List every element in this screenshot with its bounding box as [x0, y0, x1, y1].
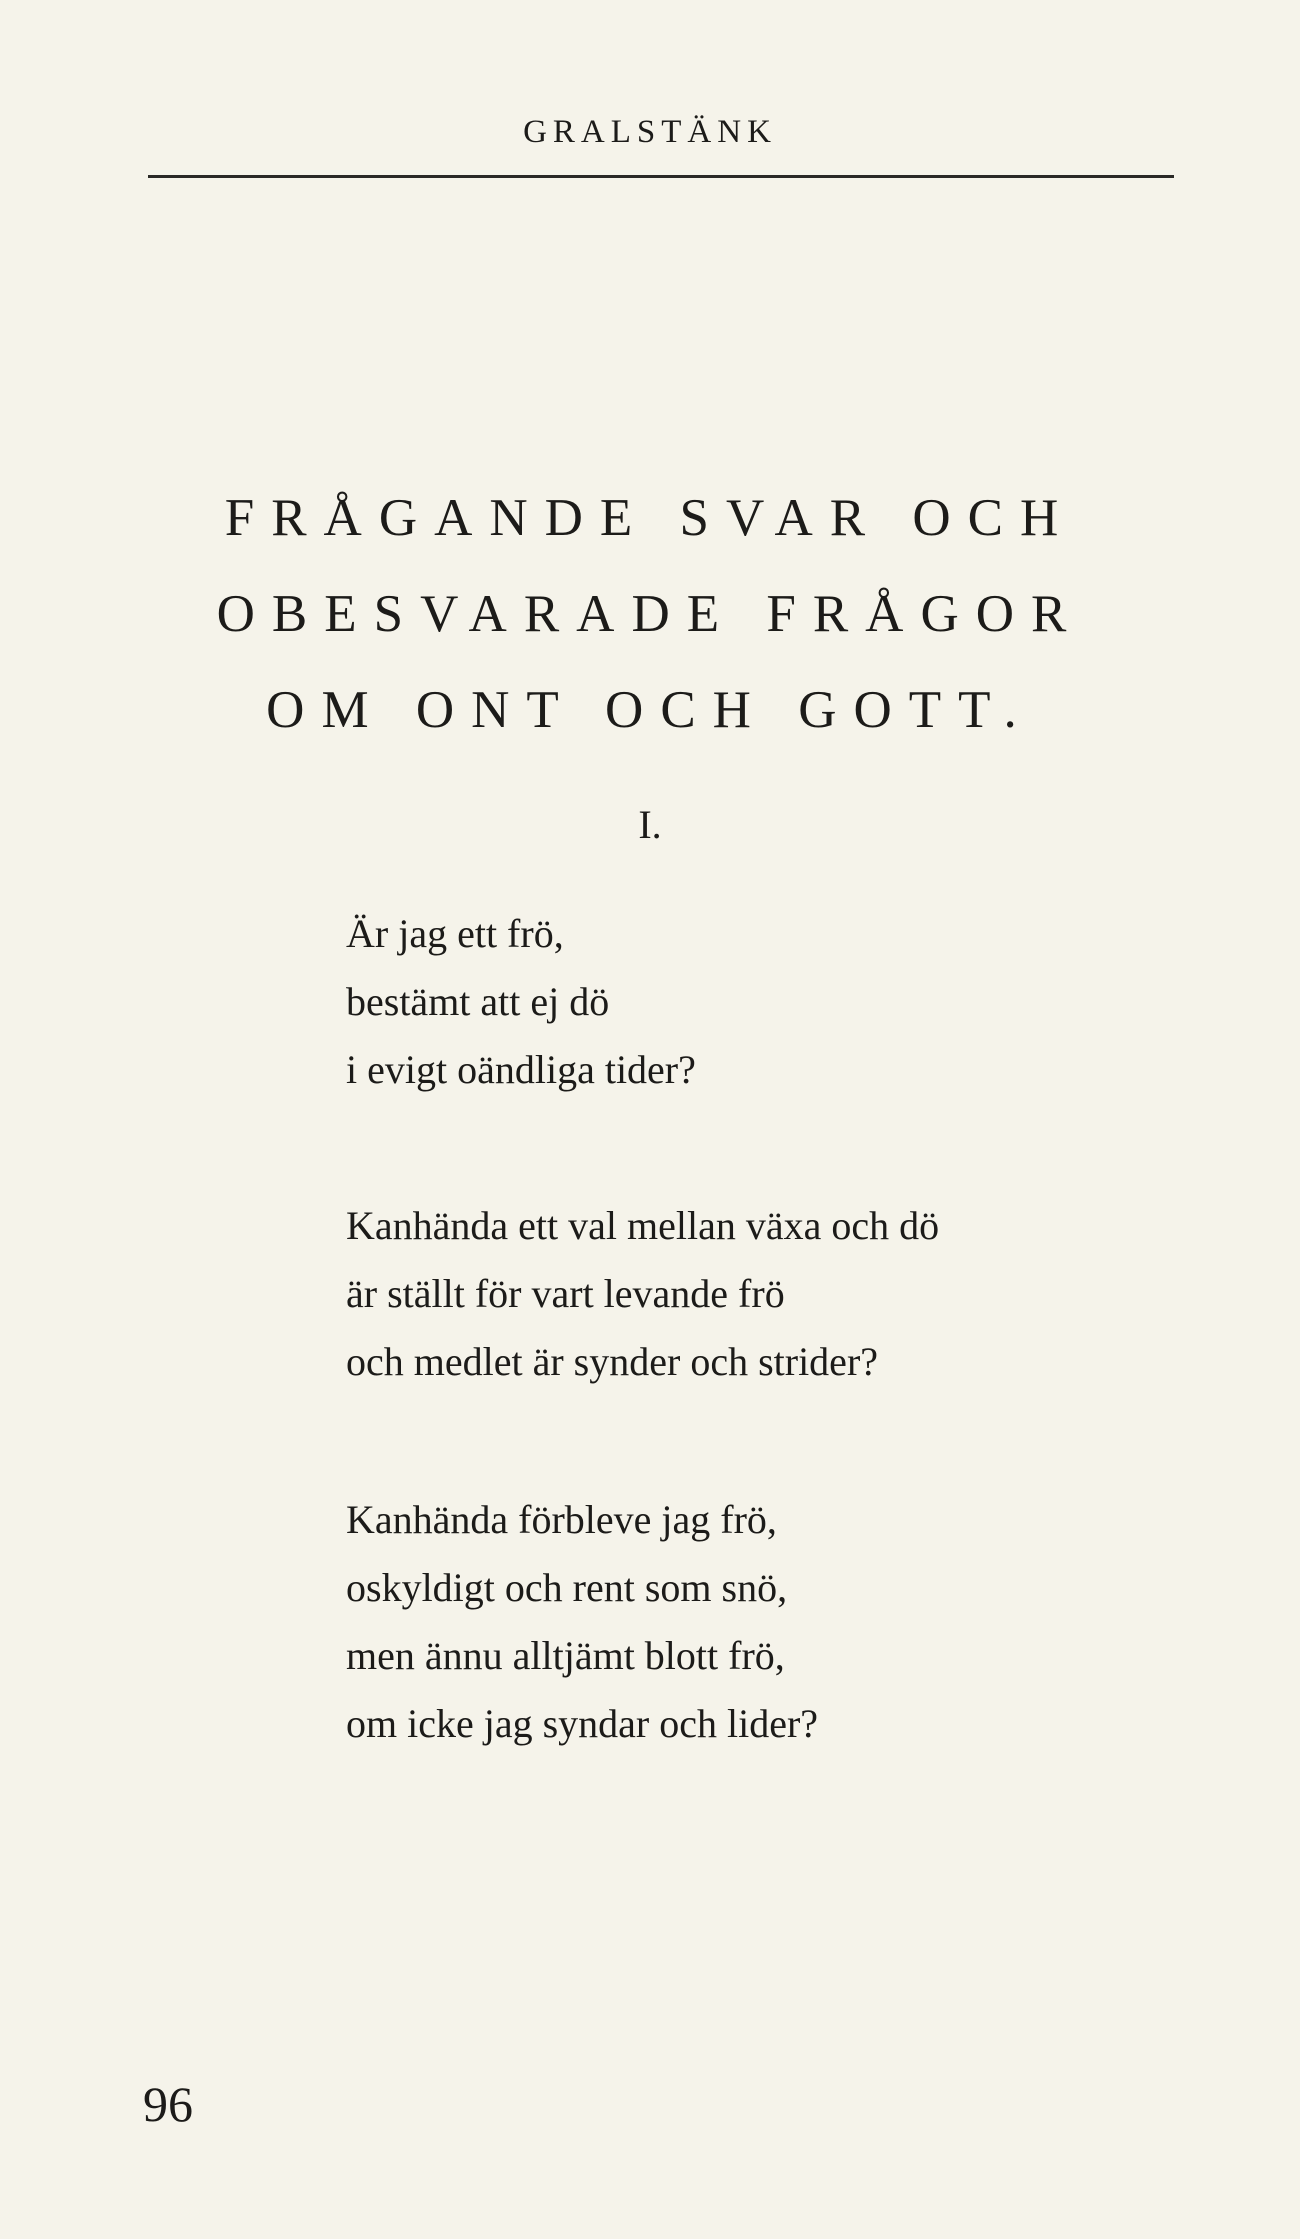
title-line: OM ONT OCH GOTT. — [266, 681, 1034, 739]
poem-title — [0, 470, 1300, 758]
running-head: GRALSTÄNK — [523, 114, 777, 150]
verse-line: oskyldigt och rent som snö, — [346, 1565, 788, 1610]
title-line: FRÅGANDE SVAR OCH — [224, 489, 1076, 547]
verse-line: Kanhända förbleve jag frö, — [346, 1497, 777, 1542]
verse-line: och medlet är synder och strider? — [346, 1339, 879, 1384]
verse-line: bestämt att ej dö — [346, 979, 610, 1024]
verse-line: är ställt för vart levande frö — [346, 1271, 785, 1316]
page-number: 96 — [143, 2076, 193, 2132]
verse-line: Kanhända ett val mellan växa och dö — [346, 1203, 940, 1248]
header-rule — [148, 175, 1174, 178]
stanza-3 — [346, 1486, 1146, 1758]
verse-line: men ännu alltjämt blott frö, — [346, 1633, 785, 1678]
stanza-1 — [346, 900, 1146, 1104]
verse-line: i evigt oändliga tider? — [346, 1047, 696, 1092]
title-line: OBESVARADE FRÅGOR — [216, 585, 1084, 643]
verse-line: Är jag ett frö, — [346, 911, 564, 956]
verse-line: om icke jag syndar och lider? — [346, 1701, 819, 1746]
section-number: I. — [638, 802, 662, 847]
stanza-2 — [346, 1192, 1146, 1396]
